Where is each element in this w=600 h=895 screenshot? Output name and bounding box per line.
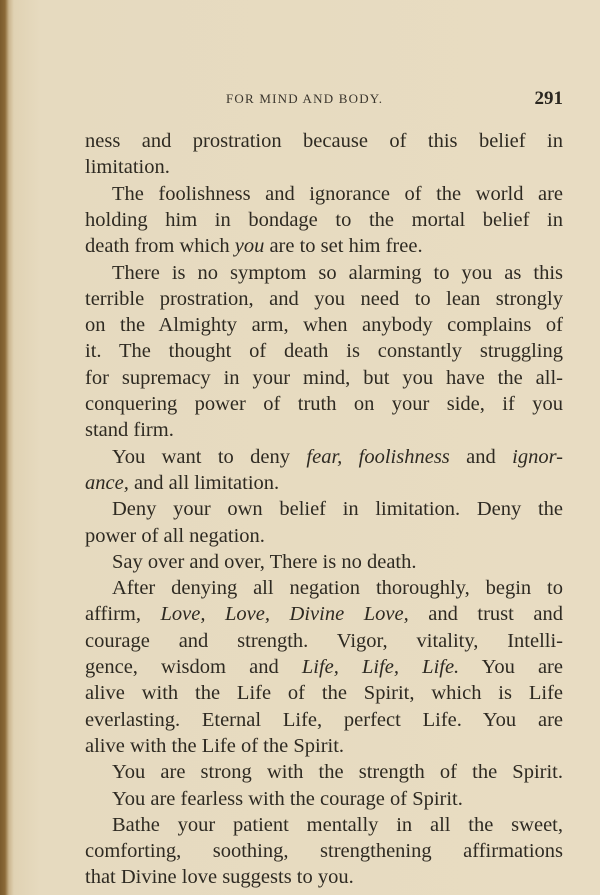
- text-line: [85, 838, 563, 864]
- text-line: [85, 207, 563, 233]
- text-line: [112, 260, 563, 286]
- text-segment: ness and prostration because of this belief in: [85, 130, 563, 152]
- text-segment: are to set him free.: [264, 235, 423, 258]
- text-segment: affirm,: [85, 603, 161, 626]
- text-segment: There is no symptom so alarming to you as this: [112, 261, 563, 284]
- page-header: [85, 89, 563, 111]
- text-segment: alive with the Life of the Spirit, which is Life: [85, 682, 563, 705]
- text-segment: You are: [459, 656, 563, 678]
- text-segment: and: [449, 445, 513, 468]
- text-segment: The foolishness and ignorance of the world are: [112, 182, 563, 205]
- text-segment: Bathe your patient mentally in all the sweet,: [112, 813, 563, 836]
- text-segment: alive with the Life of the Spirit.: [85, 734, 345, 757]
- text-segment: Deny your own belief in limitation. Deny the: [112, 498, 563, 521]
- italic-text: ance,: [85, 471, 129, 494]
- text-line: [85, 733, 563, 759]
- text-segment: on the Almighty arm, when anybody complains of: [85, 314, 563, 337]
- text-line: [112, 444, 563, 470]
- text-segment: Say over and over, There is no death.: [112, 550, 417, 573]
- text-line: [112, 496, 563, 522]
- text-line: [85, 312, 563, 338]
- text-line: [85, 654, 563, 680]
- text-line: [85, 154, 563, 180]
- text-segment: everlasting. Eternal Life, perfect Life. You are: [85, 708, 563, 731]
- text-segment: death from which: [85, 235, 235, 258]
- text-segment: You want to deny: [112, 445, 307, 468]
- text-segment: courage and strength. Vigor, vitality, Intelli-: [85, 629, 563, 652]
- text-line: [112, 786, 563, 812]
- text-line: [112, 575, 563, 601]
- italic-text: you: [234, 235, 265, 258]
- page-number: 291: [534, 88, 563, 109]
- text-line: [112, 759, 563, 785]
- text-segment: it. The thought of death is constantly struggling: [85, 340, 563, 363]
- italic-text: ignor-: [512, 445, 563, 468]
- text-segment: and trust and: [408, 603, 563, 626]
- text-line: [85, 391, 563, 417]
- text-segment: After denying all negation thoroughly, begin to: [112, 577, 563, 600]
- running-title: FOR MIND AND BODY.: [226, 91, 384, 106]
- text-segment: gence, wisdom and: [85, 656, 302, 678]
- text-line: [85, 128, 563, 154]
- text-segment: conquering power of truth on your side, if you: [85, 393, 563, 415]
- text-segment: You are fearless with the courage of Spirit.: [112, 787, 463, 810]
- text-line: [112, 549, 563, 575]
- text-segment: holding him in bondage to the mortal belief in: [85, 208, 563, 231]
- text-line: [85, 365, 563, 391]
- italic-text: Life, Life, Life.: [301, 656, 460, 678]
- text-segment: for supremacy in your mind, but you have the all-: [85, 366, 563, 389]
- text-segment: power of all negation.: [85, 524, 265, 547]
- text-line: [85, 864, 563, 890]
- text-segment: stand firm.: [85, 419, 174, 442]
- text-line: [85, 680, 563, 706]
- text-line: [85, 601, 563, 627]
- text-segment: that Divine love suggests to you.: [85, 866, 354, 889]
- text-line: [112, 181, 563, 207]
- text-line: [85, 286, 563, 312]
- text-line: [85, 233, 563, 259]
- text-line: [85, 338, 563, 364]
- text-segment: limitation.: [85, 156, 170, 179]
- text-line: [85, 470, 563, 496]
- text-segment: comforting, soothing, strengthening affirmations: [85, 840, 563, 863]
- italic-text: Love, Love, Divine Love,: [160, 603, 409, 626]
- text-line: [112, 812, 563, 838]
- text-segment: and all limitation.: [128, 471, 280, 494]
- text-segment: terrible prostration, and you need to lean strongly: [85, 287, 563, 310]
- italic-text: fear, foolishness: [306, 445, 450, 468]
- text-line: [85, 707, 563, 733]
- text-segment: You are strong with the strength of the Spirit.: [112, 761, 563, 784]
- text-line: [85, 523, 563, 549]
- text-line: [85, 417, 563, 443]
- text-line: [85, 628, 563, 654]
